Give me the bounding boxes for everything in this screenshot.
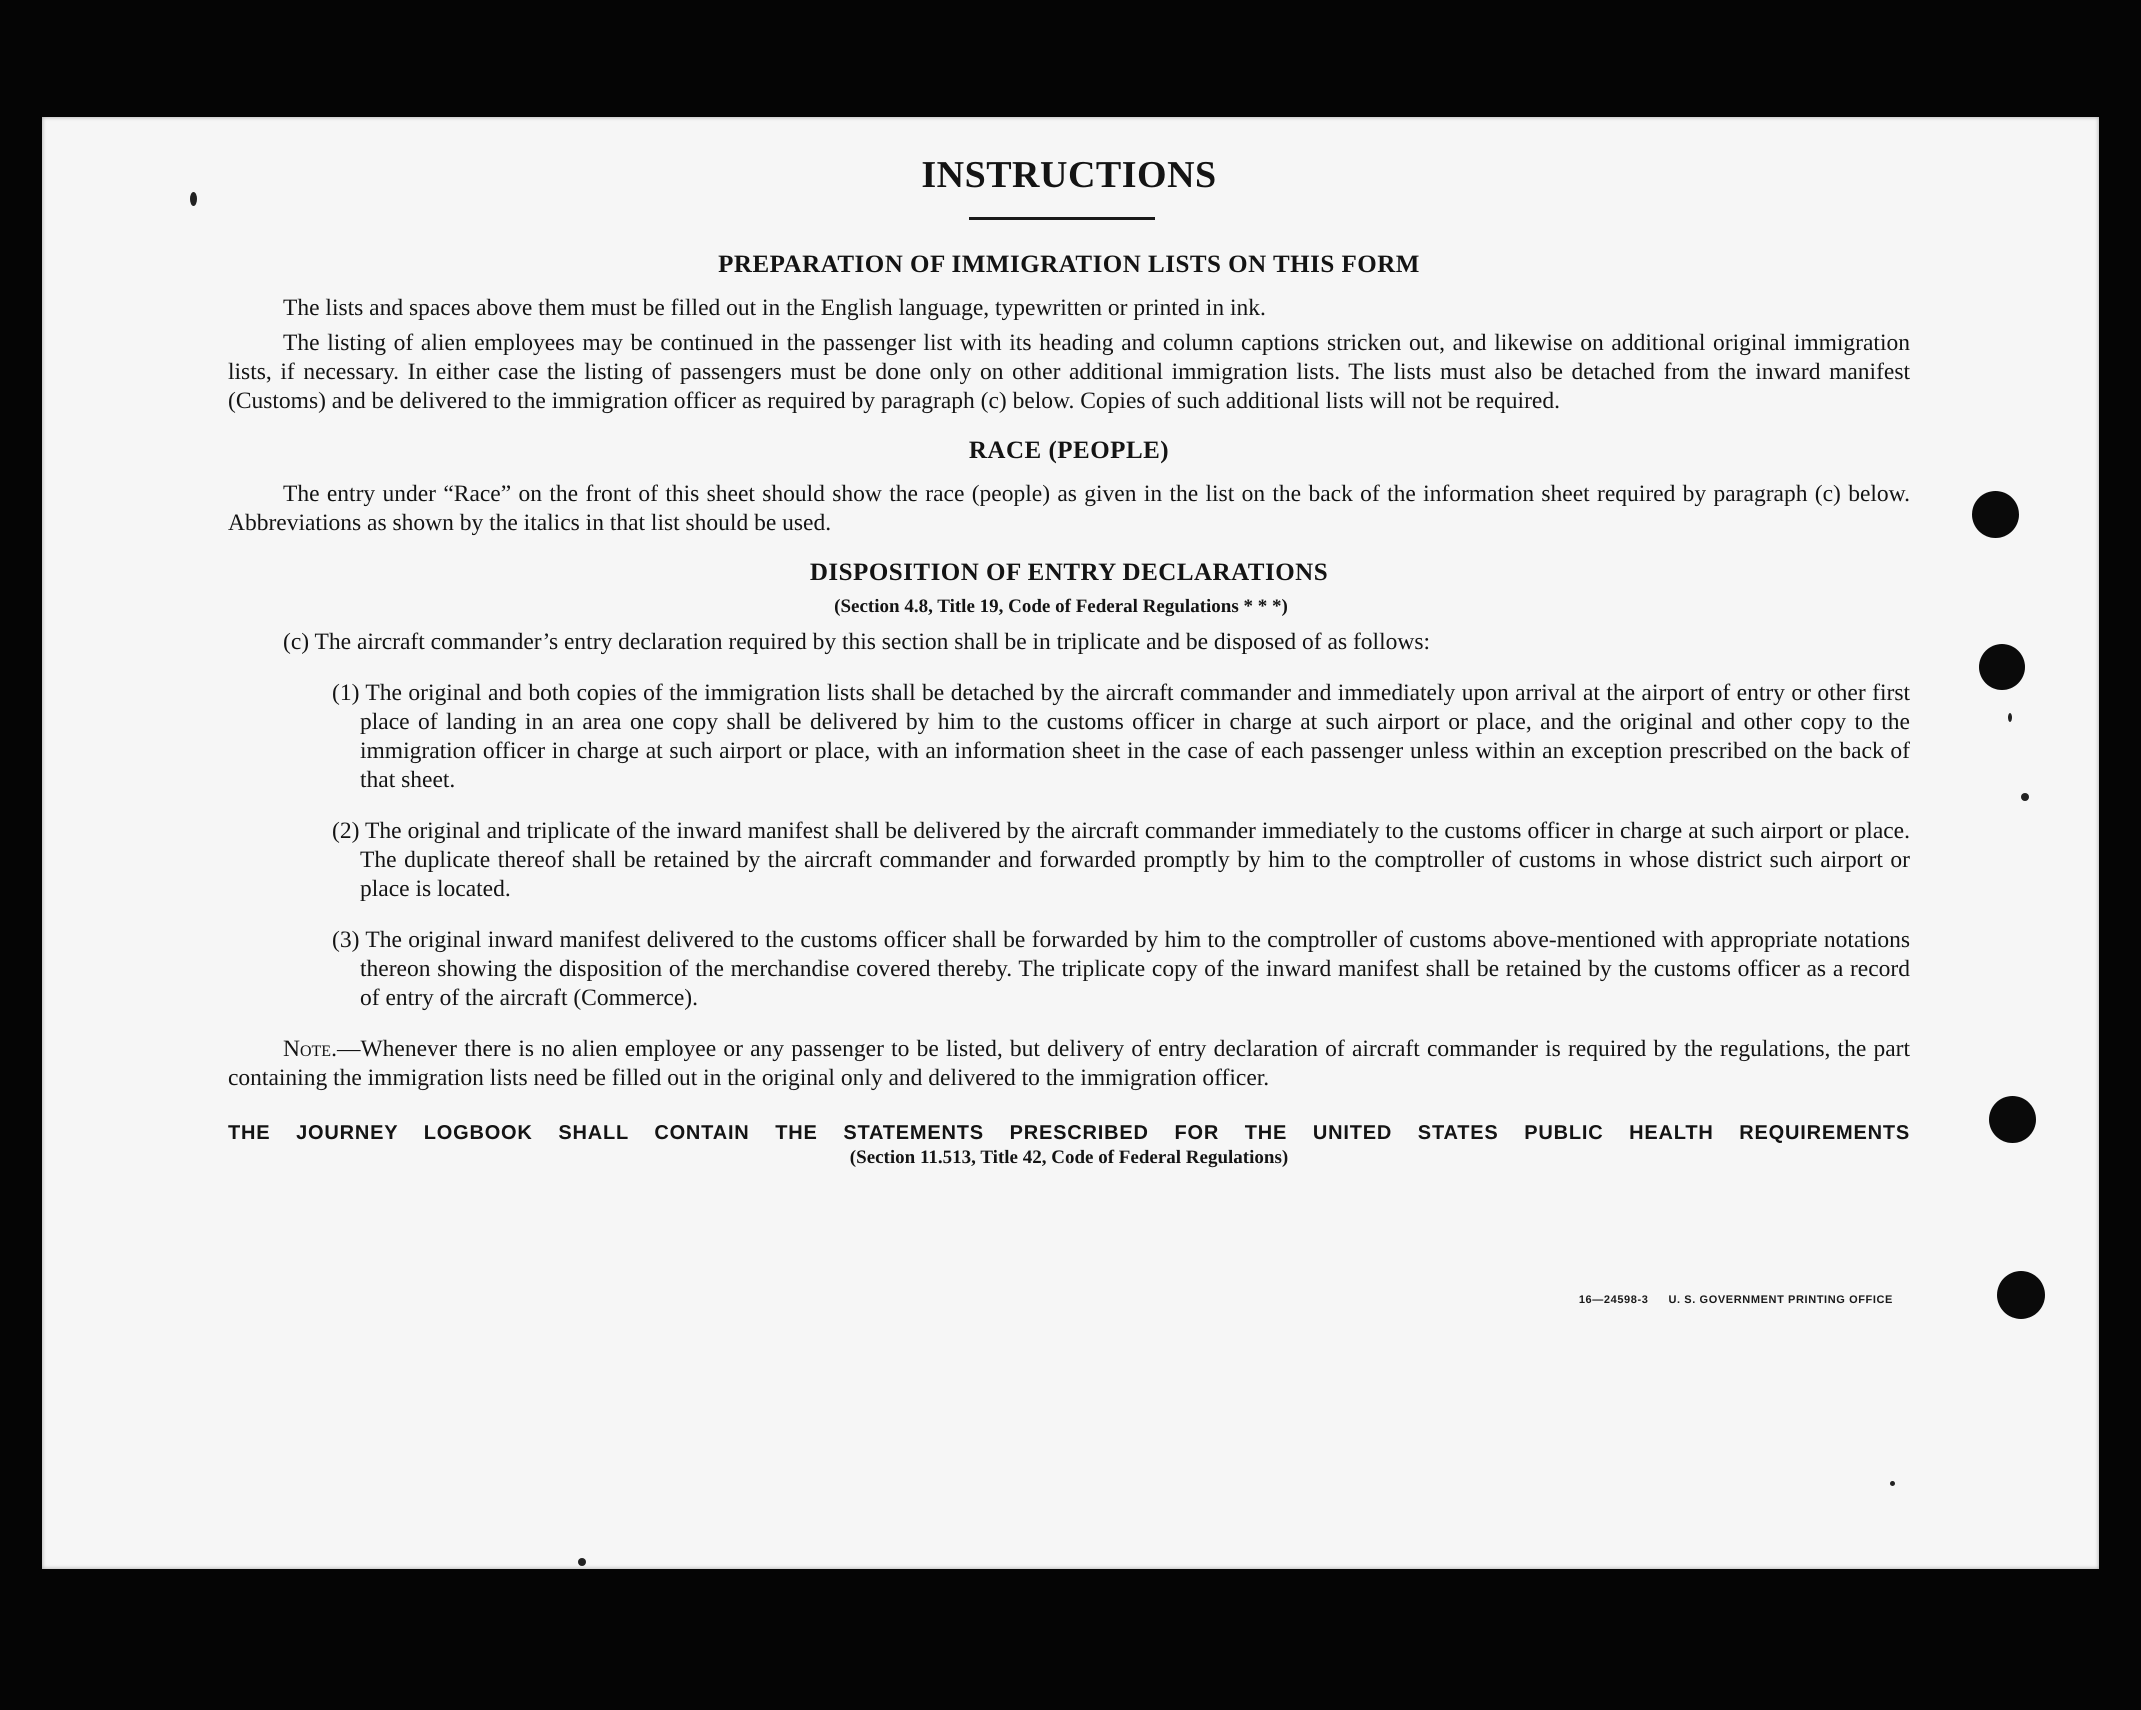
form-sheet (42, 117, 2099, 1569)
preparation-paragraph-2: The listing of alien employees may be continued in the passenger list with its heading and column captions stricken out, and likewise on additional original immigration lists, if necessary. In either case the listing of passengers must be done only on other additional immigration lists. The lists must also be detached from the inward manifest (Customs) and be delivered to the immigration officer as required by paragraph (c) below. Copies of such additional lists will not be required. (228, 329, 1910, 414)
instructions-body (228, 153, 1910, 1170)
disposition-item-3: (3) The original inward manifest delivered to the customs officer shall be forwarded by him to the comptroller of customs above-mentioned with appropriate notations thereon showing the disposition of the merchandise covered thereby. The triplicate copy of the inward manifest shall be retained by the customs officer as a record of entry of the aircraft (Commerce). (332, 927, 1910, 1012)
disposition-item-2: (2) The original and triplicate of the inward manifest shall be delivered by the aircraft commander immediately to the customs officer in charge at such airport or place. The duplicate thereof shall be retained by the aircraft commander and forwarded promptly by him to the comptroller of customs in whose district such airport or place is located. (332, 818, 1910, 903)
scan-speck (578, 1558, 586, 1566)
scan-speck (2008, 713, 2012, 722)
logbook-statement: THE JOURNEY LOGBOOK SHALL CONTAIN THE STATEMENTS PRESCRIBED FOR THE UNITED STATES PUBLIC HEALTH REQUIREMENTS (228, 1122, 1910, 1145)
section-heading-preparation: PREPARATION OF IMMIGRATION LISTS ON THIS FORM (718, 250, 1420, 278)
note-label: Note. (283, 1036, 337, 1063)
punch-hole-3 (1989, 1096, 2036, 1143)
page-title: INSTRUCTIONS (921, 154, 1217, 196)
punch-hole-2 (1979, 644, 2025, 690)
section-heading-race: RACE (PEOPLE) (968, 436, 1170, 464)
printing-office-name: U. S. GOVERNMENT PRINTING OFFICE (1668, 1294, 1893, 1306)
scan-speck (1890, 1481, 1895, 1486)
note-text: —Whenever there is no alien employee or any passenger to be listed, but delivery of entry declaration of aircraft commander is required by the regulations, the part containing the immigration lists need be filled out in the original only and delivered to the immigration officer. (228, 1036, 1910, 1092)
logbook-citation: (Section 11.513, Title 42, Code of Federal Regulations) (849, 1147, 1289, 1169)
form-number: 16—24598-3 (1578, 1294, 1649, 1306)
scan-speck (190, 192, 197, 206)
section-heading-disposition: DISPOSITION OF ENTRY DECLARATIONS (809, 558, 1329, 586)
punch-hole-4 (1997, 1271, 2045, 1319)
printing-office-code (1579, 1294, 1893, 1306)
disposition-item-1: (1) The original and both copies of the immigration lists shall be detached by the aircraft commander and immediately upon arrival at the airport of entry or other first place of landing in an area one copy shall be delivered by him to the customs officer in charge at such airport or place, and the original and other copy to the immigration officer in charge at such airport or place, with an information sheet in the case of each passenger unless within an exception prescribed on the back of that sheet. (332, 680, 1910, 794)
disposition-citation: (Section 4.8, Title 19, Code of Federal Regulations * * *) (834, 595, 1288, 617)
punch-hole-1 (1972, 491, 2019, 538)
preparation-paragraph-1: The lists and spaces above them must be filled out in the English language, typewritten or printed in ink. (283, 294, 1266, 321)
race-paragraph: The entry under “Race” on the front of this sheet should show the race (people) as given in the list on the back of the information sheet required by paragraph (c) below. Abbreviations as shown by the italics in that list should be used. (228, 480, 1910, 536)
note-paragraph (228, 1035, 1910, 1093)
scan-speck (2021, 793, 2029, 801)
title-underline (969, 217, 1155, 220)
disposition-intro: (c) The aircraft commander’s entry declaration required by this section shall be in triplicate and be disposed of as follows: (283, 629, 1430, 656)
